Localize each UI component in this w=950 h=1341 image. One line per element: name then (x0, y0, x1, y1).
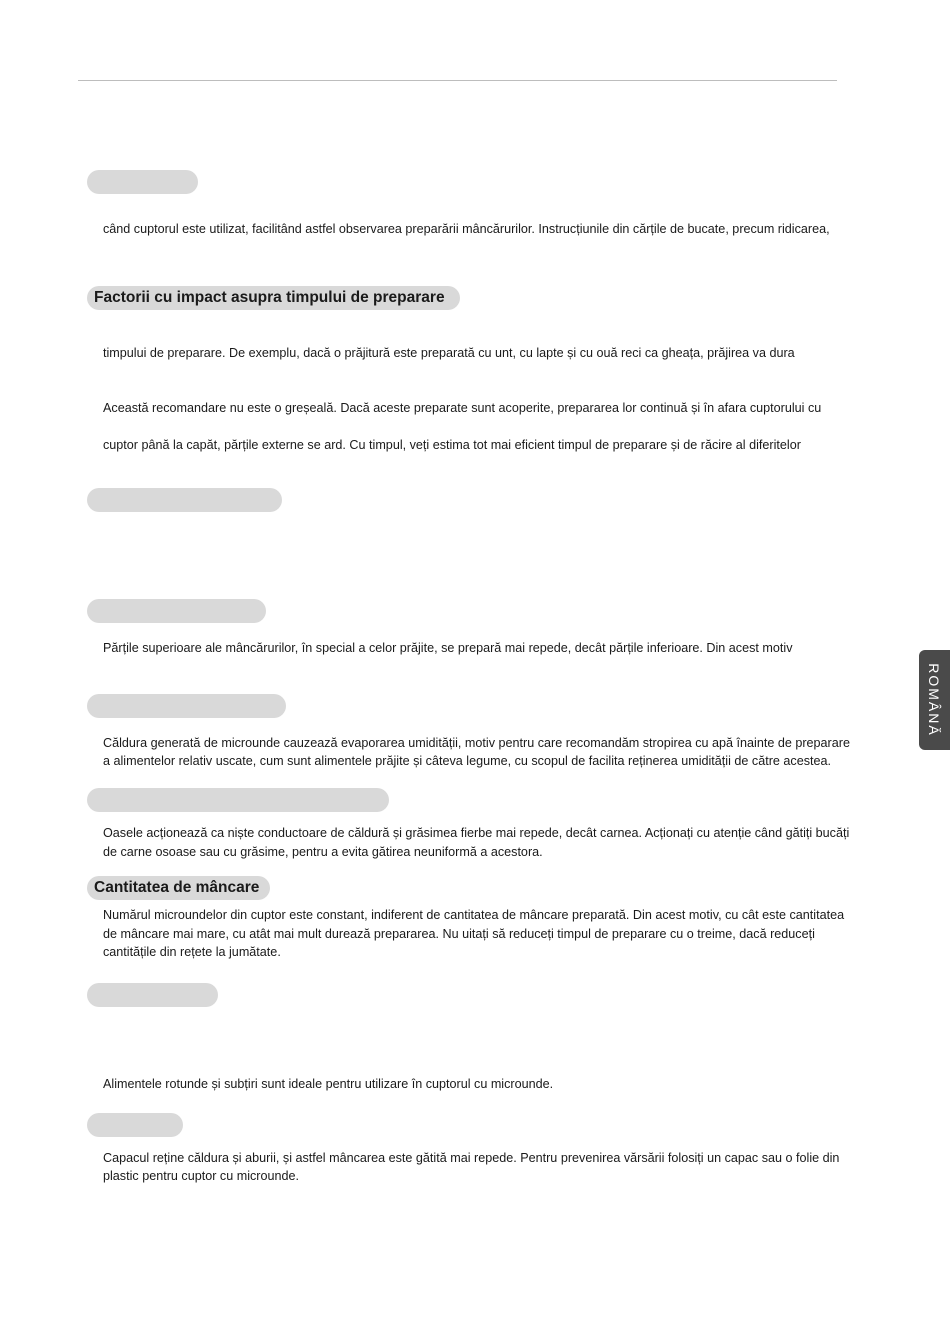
section-heading (87, 488, 282, 512)
body-text-line: Părțile superioare ale mâncărurilor, în special a celor prăjite, se prepară mai repede, decât părțile inferioare. Din acest motiv (103, 641, 793, 655)
body-text-line: Această recomandare nu este o greșeală. Dacă aceste preparate sunt acoperite, prepararea lor continuă și în afara cuptorului cu (103, 401, 822, 415)
body-text-line: cantitățile din rețete la jumătate. (103, 945, 281, 959)
header-rule (78, 80, 837, 81)
section-heading (87, 170, 198, 194)
body-text-line: a alimentelor relativ uscate, cum sunt alimentele prăjite și câteva legume, cu scopul de facilita reținerea umidității de către acestea. (103, 754, 832, 768)
body-text-line: când cuptorul este utilizat, facilitând astfel observarea preparării mâncărurilor. Instrucțiunile din cărțile de bucate, precum ridicarea, (103, 222, 830, 236)
section-heading (87, 599, 266, 623)
body-text-line: Oasele acționează ca niște conductoare de căldură și grăsimea fierbe mai repede, decât carnea. Acționați cu atenție când gătiți bucăți (103, 826, 850, 840)
section-heading (87, 694, 286, 718)
body-text-line: timpului de preparare. De exemplu, dacă o prăjitură este preparată cu unt, cu lapte și cu ouă reci ca gheața, prăjirea va dura (103, 346, 795, 360)
body-text-line: de mâncare mai mare, cu atât mai mult durează prepararea. Nu uitați să reduceți timpul de preparare cu o treime, dacă reduceți (103, 927, 815, 941)
section-heading (87, 983, 218, 1007)
body-text-line: Căldura generată de microunde cauzează evaporarea umidității, motiv pentru care recomandăm stropirea cu apă înainte de preparare (103, 736, 850, 750)
language-tab (919, 650, 950, 750)
section-heading (87, 1113, 183, 1137)
body-text-line: plastic pentru cuptor cu microunde. (103, 1169, 300, 1183)
body-text-line: Alimentele rotunde și subțiri sunt ideale pentru utilizare în cuptorul cu microunde. (103, 1077, 554, 1091)
section-heading (87, 788, 389, 812)
body-text-line: Capacul reține căldura și aburii, și astfel mâncarea este gătită mai repede. Pentru prevenirea vărsării folosiți un capac sau o folie din (103, 1151, 840, 1165)
body-text-line: Numărul microundelor din cuptor este constant, indiferent de cantitatea de mâncare preparată. Din acest motiv, cu cât este cantitatea (103, 908, 845, 922)
language-tab-label: ROMÂNĂ (926, 663, 942, 737)
body-text-line: de carne osoase sau cu grăsime, pentru a evita gătirea neuniformă a acestora. (103, 845, 543, 859)
body-text-line: cuptor până la capăt, părțile externe se ard. Cu timpul, veți estima tot mai eficient timpul de preparare și de răcire al diferitelor (103, 438, 801, 452)
section-heading-food-quantity: Cantitatea de mâncare (87, 876, 270, 900)
section-heading-cooking-time-factors: Factorii cu impact asupra timpului de preparare (87, 286, 460, 310)
